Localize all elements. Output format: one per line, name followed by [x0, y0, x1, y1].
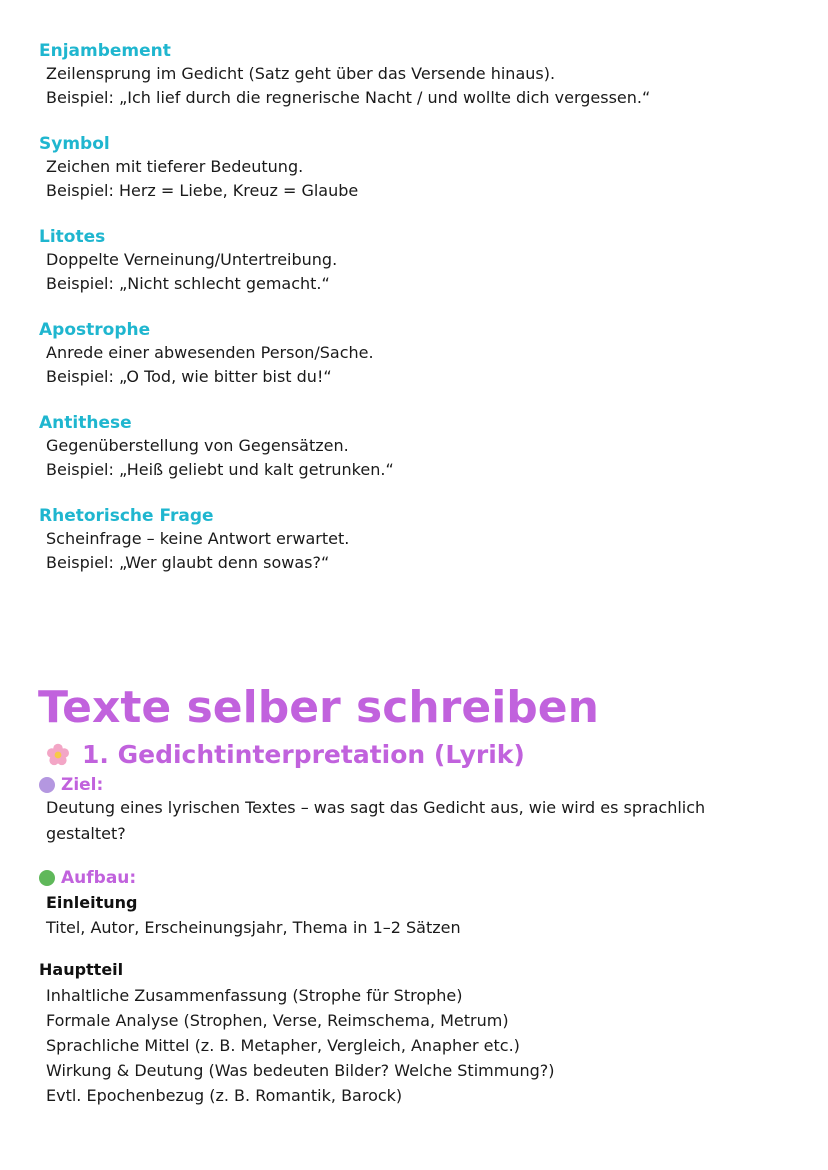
intro-heading: Einleitung	[46, 893, 138, 912]
term-title: Rhetorische Frage	[39, 506, 214, 526]
term-apostrophe	[39, 319, 374, 389]
list-item: Evtl. Epochenbezug (z. B. Romantik, Barock)	[46, 1086, 403, 1105]
term-definition: Scheinfrage – keine Antwort erwartet.	[46, 529, 350, 548]
term-definition: Gegenüberstellung von Gegensätzen.	[46, 436, 349, 455]
term-definition: Zeilensprung im Gedicht (Satz geht über das Versende hinaus).	[46, 64, 556, 83]
term-definition: Anrede einer abwesenden Person/Sache.	[46, 343, 374, 362]
purple-circle-icon	[39, 777, 55, 793]
goal-text: Deutung eines lyrischen Textes – was sagt das Gedicht aus, wie wird es sprachlich gestaltet?	[46, 798, 706, 843]
list-item: Formale Analyse (Strophen, Verse, Reimschema, Metrum)	[46, 1011, 509, 1030]
term-title: Litotes	[39, 227, 106, 247]
term-litotes	[39, 226, 337, 296]
list-item: Inhaltliche Zusammenfassung (Strophe für Strophe)	[46, 986, 463, 1005]
main-list	[46, 983, 554, 1108]
term-example: Beispiel: „Ich lief durch die regnerische Nacht / und wollte dich vergessen.“	[46, 88, 651, 107]
term-title: Antithese	[39, 413, 132, 433]
term-antithese	[39, 412, 394, 482]
main-heading: Hauptteil	[39, 960, 124, 979]
subtitle-text: 1. Gedichtinterpretation (Lyrik)	[82, 740, 525, 769]
term-symbol	[39, 133, 358, 203]
structure-label	[39, 867, 136, 889]
term-definition: Doppelte Verneinung/Untertreibung.	[46, 250, 338, 269]
green-circle-icon	[39, 870, 55, 886]
term-example: Beispiel: „Heiß geliebt und kalt getrunken.“	[46, 460, 394, 479]
section-title: Texte selber schreiben	[38, 682, 599, 733]
term-example: Beispiel: „Wer glaubt denn sowas?“	[46, 553, 330, 572]
term-enjambement	[39, 40, 650, 110]
term-example: Beispiel: Herz = Liebe, Kreuz = Glaube	[46, 181, 359, 200]
goal-label-text: Ziel:	[61, 775, 104, 795]
intro-text: Titel, Autor, Erscheinungsjahr, Thema in 1–2 Sätzen	[46, 918, 461, 937]
term-example: Beispiel: „Nicht schlecht gemacht.“	[46, 274, 330, 293]
term-title: Enjambement	[39, 41, 171, 61]
term-example: Beispiel: „O Tod, wie bitter bist du!“	[46, 367, 332, 386]
list-item: Sprachliche Mittel (z. B. Metapher, Vergleich, Anapher etc.)	[46, 1036, 520, 1055]
flower-icon	[46, 743, 70, 767]
term-rhetorische-frage	[39, 505, 349, 575]
structure-label-text: Aufbau:	[61, 868, 137, 888]
goal-label	[39, 774, 103, 796]
list-item: Wirkung & Deutung (Was bedeuten Bilder? Welche Stimmung?)	[46, 1061, 555, 1080]
section-subtitle	[46, 738, 525, 772]
term-title: Symbol	[39, 134, 110, 154]
term-definition: Zeichen mit tieferer Bedeutung.	[46, 157, 304, 176]
term-title: Apostrophe	[39, 320, 151, 340]
